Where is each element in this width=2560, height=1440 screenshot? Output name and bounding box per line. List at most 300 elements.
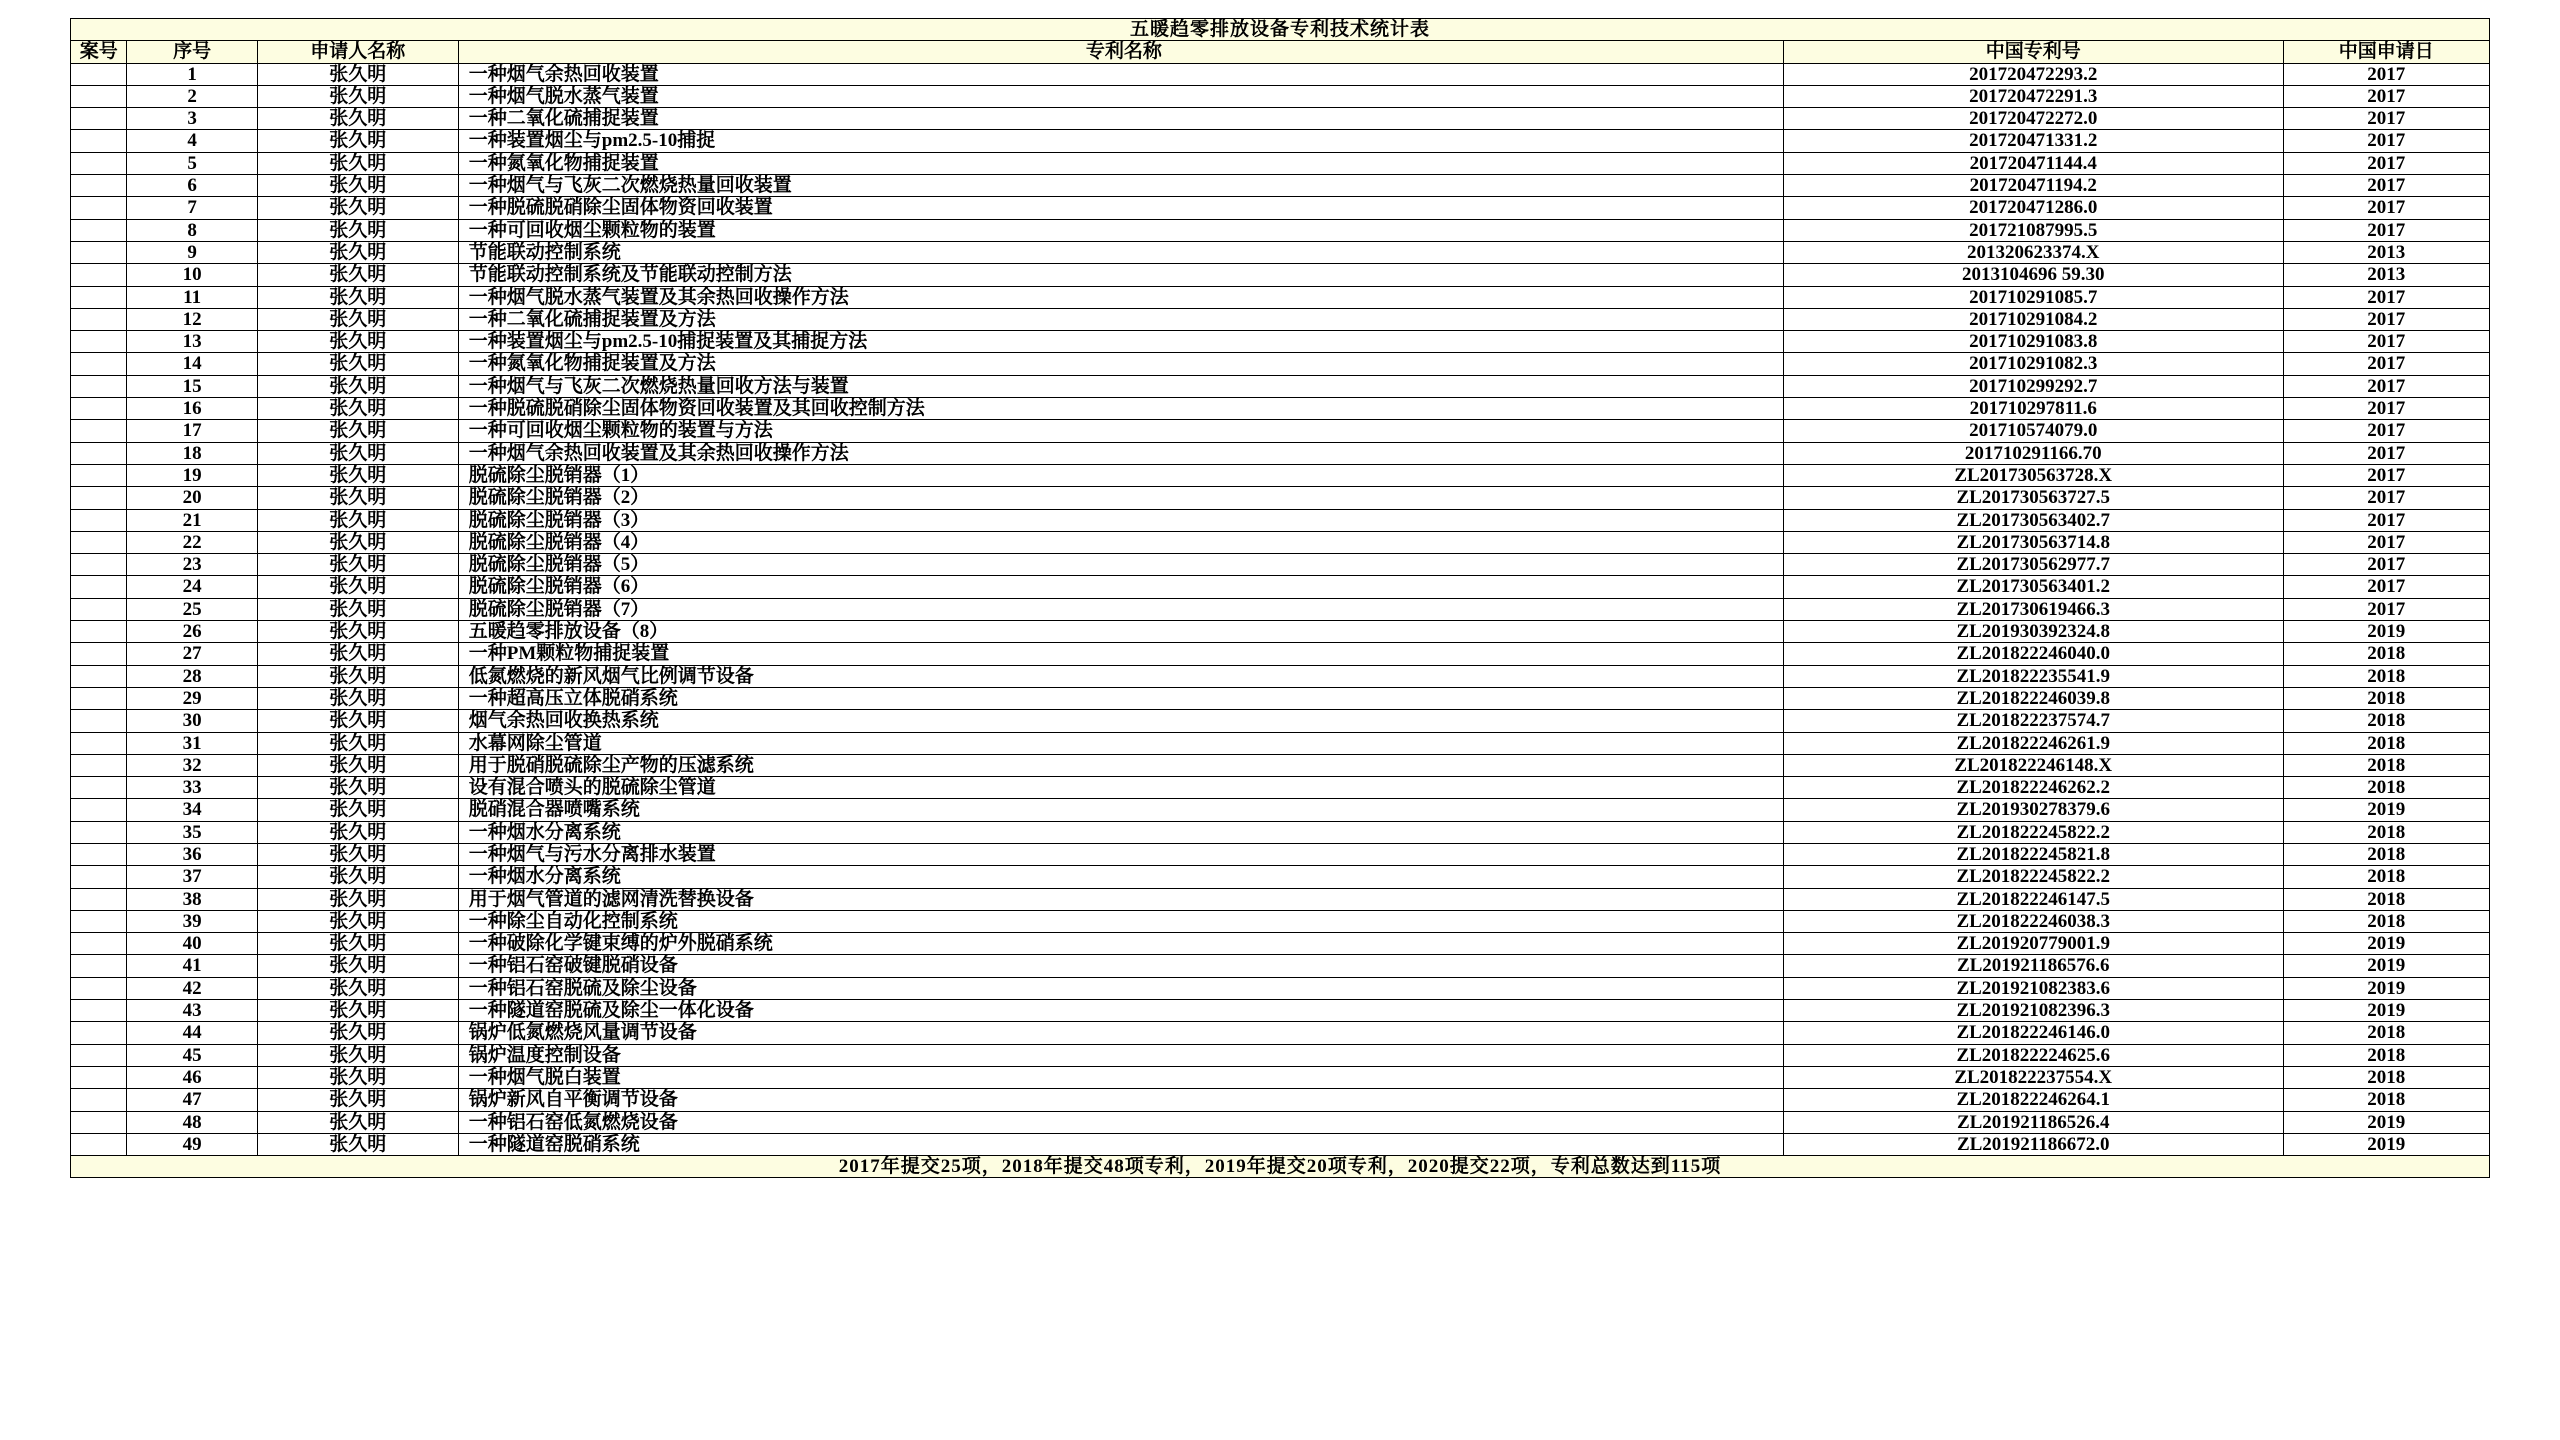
- cell-patent-name: 设有混合喷头的脱硫除尘管道: [458, 777, 1783, 799]
- table-row: [71, 108, 2490, 130]
- table-row: [71, 687, 2490, 709]
- cell-seq: 13: [127, 331, 257, 353]
- cell-seq: 27: [127, 643, 257, 665]
- cell-patent-no: ZL201822246040.0: [1783, 643, 2283, 665]
- table-row: [71, 286, 2490, 308]
- cell-seq: 46: [127, 1066, 257, 1088]
- cell-patent-name: 一种烟水分离系统: [458, 866, 1783, 888]
- cell-applicant: 张久明: [257, 353, 458, 375]
- column-header-seq: 序号: [127, 41, 257, 63]
- cell-patent-name: 一种除尘自动化控制系统: [458, 910, 1783, 932]
- cell-applicant: 张久明: [257, 464, 458, 486]
- cell-date: 2017: [2283, 130, 2489, 152]
- cell-date: 2019: [2283, 933, 2489, 955]
- cell-patent-name: 一种烟气脱水蒸气装置及其余热回收操作方法: [458, 286, 1783, 308]
- table-row: [71, 1000, 2490, 1022]
- table-row: [71, 643, 2490, 665]
- cell-date: 2018: [2283, 754, 2489, 776]
- cell-date: 2017: [2283, 420, 2489, 442]
- cell-patent-no: 201720471194.2: [1783, 175, 2283, 197]
- cell-date: 2017: [2283, 487, 2489, 509]
- cell-case: [71, 1066, 127, 1088]
- cell-seq: 37: [127, 866, 257, 888]
- cell-seq: 2: [127, 85, 257, 107]
- cell-date: 2018: [2283, 888, 2489, 910]
- cell-patent-no: ZL201822224625.6: [1783, 1044, 2283, 1066]
- cell-patent-no: ZL201822246261.9: [1783, 732, 2283, 754]
- cell-seq: 41: [127, 955, 257, 977]
- cell-case: [71, 85, 127, 107]
- cell-patent-no: 201710291083.8: [1783, 331, 2283, 353]
- table-row: [71, 331, 2490, 353]
- cell-date: 2017: [2283, 175, 2489, 197]
- cell-date: 2017: [2283, 598, 2489, 620]
- table-row: [71, 152, 2490, 174]
- cell-applicant: 张久明: [257, 308, 458, 330]
- patent-table-container: [70, 18, 2490, 1178]
- cell-case: [71, 1111, 127, 1133]
- cell-applicant: 张久明: [257, 576, 458, 598]
- cell-applicant: 张久明: [257, 509, 458, 531]
- cell-applicant: 张久明: [257, 1133, 458, 1155]
- cell-patent-name: 脱硫除尘脱销器（1）: [458, 464, 1783, 486]
- cell-patent-no: ZL201930392324.8: [1783, 621, 2283, 643]
- cell-case: [71, 108, 127, 130]
- table-row: [71, 175, 2490, 197]
- table-row: [71, 665, 2490, 687]
- cell-seq: 28: [127, 665, 257, 687]
- cell-seq: 29: [127, 687, 257, 709]
- cell-applicant: 张久明: [257, 264, 458, 286]
- cell-patent-no: 201720472291.3: [1783, 85, 2283, 107]
- cell-case: [71, 375, 127, 397]
- cell-seq: 17: [127, 420, 257, 442]
- table-row: [71, 732, 2490, 754]
- cell-seq: 32: [127, 754, 257, 776]
- cell-applicant: 张久明: [257, 152, 458, 174]
- cell-applicant: 张久明: [257, 175, 458, 197]
- table-footer-row: [71, 1156, 2490, 1178]
- cell-applicant: 张久明: [257, 888, 458, 910]
- cell-patent-name: 一种氮氧化物捕捉装置及方法: [458, 353, 1783, 375]
- table-row: [71, 866, 2490, 888]
- cell-patent-name: 低氮燃烧的新风烟气比例调节设备: [458, 665, 1783, 687]
- table-row: [71, 777, 2490, 799]
- cell-patent-no: ZL201822245822.2: [1783, 821, 2283, 843]
- cell-date: 2019: [2283, 799, 2489, 821]
- cell-date: 2017: [2283, 531, 2489, 553]
- table-row: [71, 977, 2490, 999]
- cell-patent-name: 一种装置烟尘与pm2.5-10捕捉: [458, 130, 1783, 152]
- cell-seq: 14: [127, 353, 257, 375]
- cell-applicant: 张久明: [257, 955, 458, 977]
- cell-patent-no: ZL201921186672.0: [1783, 1133, 2283, 1155]
- table-row: [71, 398, 2490, 420]
- cell-patent-no: 201720471331.2: [1783, 130, 2283, 152]
- cell-seq: 5: [127, 152, 257, 174]
- table-row: [71, 442, 2490, 464]
- cell-case: [71, 1000, 127, 1022]
- column-header-patent-no: 中国专利号: [1783, 41, 2283, 63]
- cell-date: 2017: [2283, 197, 2489, 219]
- cell-seq: 39: [127, 910, 257, 932]
- cell-applicant: 张久明: [257, 866, 458, 888]
- cell-patent-no: ZL201730563728.X: [1783, 464, 2283, 486]
- cell-date: 2019: [2283, 1111, 2489, 1133]
- cell-seq: 33: [127, 777, 257, 799]
- cell-patent-no: 201320623374.X: [1783, 241, 2283, 263]
- cell-date: 2017: [2283, 442, 2489, 464]
- table-row: [71, 1044, 2490, 1066]
- cell-patent-name: 一种烟气与飞灰二次燃烧热量回收装置: [458, 175, 1783, 197]
- column-header-date: 中国申请日: [2283, 41, 2489, 63]
- table-row: [71, 464, 2490, 486]
- cell-date: 2017: [2283, 85, 2489, 107]
- cell-seq: 24: [127, 576, 257, 598]
- cell-seq: 45: [127, 1044, 257, 1066]
- cell-applicant: 张久明: [257, 286, 458, 308]
- cell-seq: 6: [127, 175, 257, 197]
- cell-seq: 19: [127, 464, 257, 486]
- cell-applicant: 张久明: [257, 687, 458, 709]
- cell-date: 2017: [2283, 308, 2489, 330]
- cell-seq: 49: [127, 1133, 257, 1155]
- column-header-patent-name: 专利名称: [458, 41, 1783, 63]
- cell-date: 2018: [2283, 665, 2489, 687]
- cell-date: 2019: [2283, 977, 2489, 999]
- cell-date: 2019: [2283, 1000, 2489, 1022]
- cell-applicant: 张久明: [257, 933, 458, 955]
- cell-patent-name: 一种烟水分离系统: [458, 821, 1783, 843]
- table-row: [71, 933, 2490, 955]
- cell-case: [71, 152, 127, 174]
- cell-patent-name: 一种隧道窑脱硫及除尘一体化设备: [458, 1000, 1783, 1022]
- cell-seq: 25: [127, 598, 257, 620]
- cell-applicant: 张久明: [257, 799, 458, 821]
- cell-patent-name: 锅炉新风自平衡调节设备: [458, 1089, 1783, 1111]
- cell-applicant: 张久明: [257, 732, 458, 754]
- cell-patent-name: 一种脱硫脱硝除尘固体物资回收装置及其回收控制方法: [458, 398, 1783, 420]
- cell-seq: 12: [127, 308, 257, 330]
- cell-date: 2017: [2283, 63, 2489, 85]
- cell-patent-no: ZL201730619466.3: [1783, 598, 2283, 620]
- cell-case: [71, 866, 127, 888]
- cell-case: [71, 1133, 127, 1155]
- cell-date: 2017: [2283, 464, 2489, 486]
- cell-seq: 48: [127, 1111, 257, 1133]
- cell-seq: 22: [127, 531, 257, 553]
- cell-patent-name: 锅炉温度控制设备: [458, 1044, 1783, 1066]
- cell-case: [71, 1022, 127, 1044]
- table-row: [71, 63, 2490, 85]
- cell-date: 2018: [2283, 732, 2489, 754]
- table-row: [71, 1111, 2490, 1133]
- cell-applicant: 张久明: [257, 710, 458, 732]
- cell-date: 2018: [2283, 1022, 2489, 1044]
- cell-patent-name: 一种烟气余热回收装置及其余热回收操作方法: [458, 442, 1783, 464]
- cell-patent-no: 201710299292.7: [1783, 375, 2283, 397]
- cell-seq: 9: [127, 241, 257, 263]
- cell-patent-no: 201710574079.0: [1783, 420, 2283, 442]
- cell-patent-name: 一种隧道窑脱硝系统: [458, 1133, 1783, 1155]
- cell-case: [71, 910, 127, 932]
- cell-seq: 36: [127, 843, 257, 865]
- cell-patent-name: 一种可回收烟尘颗粒物的装置: [458, 219, 1783, 241]
- cell-applicant: 张久明: [257, 643, 458, 665]
- cell-seq: 15: [127, 375, 257, 397]
- table-row: [71, 554, 2490, 576]
- cell-seq: 31: [127, 732, 257, 754]
- cell-date: 2013: [2283, 264, 2489, 286]
- summary-text: 2017年提交25项，2018年提交48项专利，2019年提交20项专利，2020提交22项，专利总数达到115项: [71, 1156, 2490, 1178]
- table-row: [71, 1133, 2490, 1155]
- cell-date: 2017: [2283, 152, 2489, 174]
- cell-applicant: 张久明: [257, 621, 458, 643]
- table-row: [71, 130, 2490, 152]
- cell-case: [71, 621, 127, 643]
- cell-patent-no: 201721087995.5: [1783, 219, 2283, 241]
- cell-case: [71, 1089, 127, 1111]
- cell-patent-no: 201710297811.6: [1783, 398, 2283, 420]
- table-row: [71, 576, 2490, 598]
- cell-applicant: 张久明: [257, 977, 458, 999]
- cell-patent-no: ZL201730563401.2: [1783, 576, 2283, 598]
- cell-seq: 11: [127, 286, 257, 308]
- cell-applicant: 张久明: [257, 420, 458, 442]
- cell-patent-name: 一种烟气脱水蒸气装置: [458, 85, 1783, 107]
- table-row: [71, 843, 2490, 865]
- cell-date: 2018: [2283, 910, 2489, 932]
- cell-patent-name: 一种铝石窑脱硫及除尘设备: [458, 977, 1783, 999]
- cell-applicant: 张久明: [257, 1066, 458, 1088]
- cell-case: [71, 264, 127, 286]
- cell-seq: 20: [127, 487, 257, 509]
- cell-case: [71, 1044, 127, 1066]
- table-row: [71, 420, 2490, 442]
- cell-date: 2018: [2283, 1066, 2489, 1088]
- cell-patent-name: 水幕网除尘管道: [458, 732, 1783, 754]
- cell-patent-no: ZL201930278379.6: [1783, 799, 2283, 821]
- cell-applicant: 张久明: [257, 910, 458, 932]
- cell-patent-no: ZL201822246148.X: [1783, 754, 2283, 776]
- cell-patent-name: 节能联动控制系统: [458, 241, 1783, 263]
- cell-case: [71, 643, 127, 665]
- cell-patent-name: 一种烟气脱白装置: [458, 1066, 1783, 1088]
- cell-date: 2018: [2283, 777, 2489, 799]
- cell-applicant: 张久明: [257, 554, 458, 576]
- cell-applicant: 张久明: [257, 108, 458, 130]
- cell-applicant: 张久明: [257, 1000, 458, 1022]
- cell-patent-name: 一种超高压立体脱硝系统: [458, 687, 1783, 709]
- cell-patent-name: 一种二氧化硫捕捉装置: [458, 108, 1783, 130]
- cell-date: 2017: [2283, 576, 2489, 598]
- cell-date: 2017: [2283, 353, 2489, 375]
- cell-seq: 16: [127, 398, 257, 420]
- table-row: [71, 821, 2490, 843]
- cell-applicant: 张久明: [257, 598, 458, 620]
- cell-case: [71, 665, 127, 687]
- table-row: [71, 1022, 2490, 1044]
- cell-patent-no: 2013104696 59.30: [1783, 264, 2283, 286]
- table-row: [71, 219, 2490, 241]
- cell-date: 2017: [2283, 509, 2489, 531]
- cell-seq: 44: [127, 1022, 257, 1044]
- cell-applicant: 张久明: [257, 1111, 458, 1133]
- table-row: [71, 754, 2490, 776]
- cell-applicant: 张久明: [257, 241, 458, 263]
- cell-date: 2018: [2283, 687, 2489, 709]
- cell-patent-name: 用于脱硝脱硫除尘产物的压滤系统: [458, 754, 1783, 776]
- cell-patent-no: ZL201730562977.7: [1783, 554, 2283, 576]
- cell-seq: 8: [127, 219, 257, 241]
- cell-date: 2018: [2283, 843, 2489, 865]
- table-row: [71, 375, 2490, 397]
- cell-date: 2019: [2283, 1133, 2489, 1155]
- cell-case: [71, 821, 127, 843]
- cell-case: [71, 175, 127, 197]
- cell-seq: 35: [127, 821, 257, 843]
- cell-case: [71, 509, 127, 531]
- cell-date: 2018: [2283, 710, 2489, 732]
- cell-case: [71, 331, 127, 353]
- cell-date: 2017: [2283, 554, 2489, 576]
- cell-seq: 47: [127, 1089, 257, 1111]
- cell-applicant: 张久明: [257, 219, 458, 241]
- cell-seq: 7: [127, 197, 257, 219]
- cell-patent-no: ZL201730563402.7: [1783, 509, 2283, 531]
- cell-patent-name: 用于烟气管道的滤网清洗替换设备: [458, 888, 1783, 910]
- table-row: [71, 710, 2490, 732]
- cell-applicant: 张久明: [257, 442, 458, 464]
- cell-patent-name: 一种脱硫脱硝除尘固体物资回收装置: [458, 197, 1783, 219]
- cell-patent-name: 一种可回收烟尘颗粒物的装置与方法: [458, 420, 1783, 442]
- cell-patent-name: 锅炉低氮燃烧风量调节设备: [458, 1022, 1783, 1044]
- cell-applicant: 张久明: [257, 130, 458, 152]
- cell-case: [71, 554, 127, 576]
- cell-date: 2017: [2283, 398, 2489, 420]
- table-row: [71, 85, 2490, 107]
- cell-patent-no: ZL201822246147.5: [1783, 888, 2283, 910]
- cell-applicant: 张久明: [257, 843, 458, 865]
- cell-patent-no: ZL201822237554.X: [1783, 1066, 2283, 1088]
- cell-patent-name: 一种装置烟尘与pm2.5-10捕捉装置及其捕捉方法: [458, 331, 1783, 353]
- cell-patent-name: 一种烟气与飞灰二次燃烧热量回收方法与装置: [458, 375, 1783, 397]
- table-row: [71, 264, 2490, 286]
- cell-patent-no: 201710291166.70: [1783, 442, 2283, 464]
- table-row: [71, 197, 2490, 219]
- table-row: [71, 241, 2490, 263]
- cell-date: 2018: [2283, 643, 2489, 665]
- cell-seq: 4: [127, 130, 257, 152]
- cell-applicant: 张久明: [257, 398, 458, 420]
- table-row: [71, 621, 2490, 643]
- cell-case: [71, 219, 127, 241]
- cell-patent-no: ZL201921186576.6: [1783, 955, 2283, 977]
- cell-patent-no: 201710291085.7: [1783, 286, 2283, 308]
- table-row: [71, 888, 2490, 910]
- cell-date: 2018: [2283, 821, 2489, 843]
- cell-applicant: 张久明: [257, 1044, 458, 1066]
- cell-applicant: 张久明: [257, 1089, 458, 1111]
- cell-date: 2018: [2283, 1089, 2489, 1111]
- cell-patent-no: ZL201822237574.7: [1783, 710, 2283, 732]
- cell-case: [71, 732, 127, 754]
- cell-patent-name: 脱硝混合器喷嘴系统: [458, 799, 1783, 821]
- cell-case: [71, 241, 127, 263]
- cell-patent-no: ZL201822235541.9: [1783, 665, 2283, 687]
- cell-seq: 10: [127, 264, 257, 286]
- cell-patent-name: 脱硫除尘脱销器（7）: [458, 598, 1783, 620]
- cell-applicant: 张久明: [257, 63, 458, 85]
- cell-date: 2019: [2283, 621, 2489, 643]
- cell-patent-no: ZL201921186526.4: [1783, 1111, 2283, 1133]
- cell-patent-no: ZL201822246146.0: [1783, 1022, 2283, 1044]
- cell-patent-no: 201720471144.4: [1783, 152, 2283, 174]
- cell-case: [71, 442, 127, 464]
- table-row: [71, 910, 2490, 932]
- cell-date: 2017: [2283, 108, 2489, 130]
- cell-patent-no: 201720472293.2: [1783, 63, 2283, 85]
- cell-seq: 43: [127, 1000, 257, 1022]
- cell-patent-no: ZL201921082396.3: [1783, 1000, 2283, 1022]
- cell-date: 2018: [2283, 866, 2489, 888]
- cell-patent-name: 脱硫除尘脱销器（2）: [458, 487, 1783, 509]
- cell-case: [71, 420, 127, 442]
- table-row: [71, 353, 2490, 375]
- cell-seq: 40: [127, 933, 257, 955]
- table-row: [71, 531, 2490, 553]
- cell-patent-no: ZL201822246262.2: [1783, 777, 2283, 799]
- cell-patent-no: 201720472272.0: [1783, 108, 2283, 130]
- cell-applicant: 张久明: [257, 821, 458, 843]
- table-row: [71, 308, 2490, 330]
- cell-applicant: 张久明: [257, 375, 458, 397]
- cell-applicant: 张久明: [257, 487, 458, 509]
- cell-case: [71, 799, 127, 821]
- cell-applicant: 张久明: [257, 531, 458, 553]
- cell-patent-name: 脱硫除尘脱销器（6）: [458, 576, 1783, 598]
- cell-case: [71, 955, 127, 977]
- cell-patent-no: ZL201822246264.1: [1783, 1089, 2283, 1111]
- cell-patent-name: 一种氮氧化物捕捉装置: [458, 152, 1783, 174]
- cell-patent-no: ZL201822245821.8: [1783, 843, 2283, 865]
- cell-seq: 42: [127, 977, 257, 999]
- table-row: [71, 955, 2490, 977]
- cell-seq: 21: [127, 509, 257, 531]
- cell-case: [71, 398, 127, 420]
- cell-patent-no: ZL201921082383.6: [1783, 977, 2283, 999]
- cell-applicant: 张久明: [257, 665, 458, 687]
- cell-applicant: 张久明: [257, 197, 458, 219]
- table-row: [71, 1066, 2490, 1088]
- cell-case: [71, 933, 127, 955]
- cell-applicant: 张久明: [257, 754, 458, 776]
- table-title-row: [71, 19, 2490, 41]
- cell-date: 2017: [2283, 331, 2489, 353]
- cell-date: 2017: [2283, 375, 2489, 397]
- cell-case: [71, 777, 127, 799]
- cell-patent-name: 脱硫除尘脱销器（5）: [458, 554, 1783, 576]
- cell-patent-name: 一种破除化学键束缚的炉外脱硝系统: [458, 933, 1783, 955]
- cell-case: [71, 710, 127, 732]
- cell-seq: 34: [127, 799, 257, 821]
- cell-case: [71, 843, 127, 865]
- cell-patent-name: 烟气余热回收换热系统: [458, 710, 1783, 732]
- cell-patent-no: ZL201730563714.8: [1783, 531, 2283, 553]
- cell-patent-no: 201720471286.0: [1783, 197, 2283, 219]
- cell-seq: 18: [127, 442, 257, 464]
- page-title: 五暖趋零排放设备专利技术统计表: [71, 19, 2490, 41]
